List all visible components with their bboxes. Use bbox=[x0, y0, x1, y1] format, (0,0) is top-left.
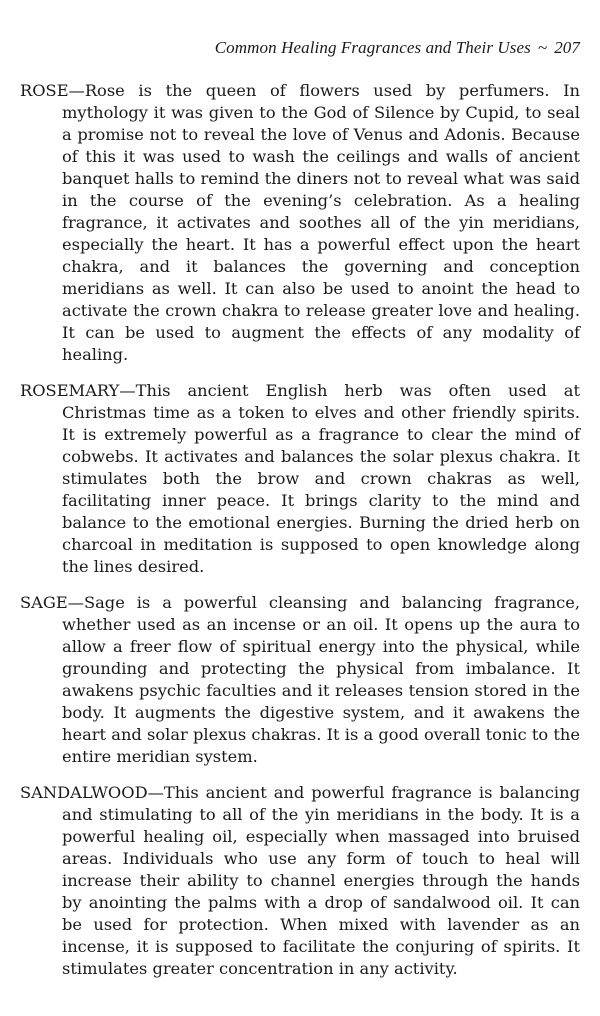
entry-head: SANDALWOOD bbox=[20, 783, 148, 802]
running-head-separator: ~ bbox=[537, 38, 548, 57]
entry-text: —This ancient and powerful fragrance is balancing and stimulating to all of the yin meridians in the body. It is a powerful healing oil, especially when massaged into bruised areas. Individuals who use any form of touch to heal will increase their ability to channel energies through the hands by anointing the palms with a drop of sandalwood oil. It can be used for protection. When mixed with lavender as an incense, it is supposed to facilitate the conjuring of spirits. It stimulates greater concentration in any activity. bbox=[62, 783, 580, 978]
running-head-title: Common Healing Fragrances and Their Uses bbox=[214, 38, 531, 57]
entry-head: ROSE bbox=[20, 81, 69, 100]
page-number: 207 bbox=[554, 38, 580, 57]
entry-text: —Rose is the queen of flowers used by perfumers. In mythology it was given to the God of Silence by Cupid, to seal a promise not to reveal the love of Venus and Adonis. Because of this it was used to wash the ceilings and walls of ancient banquet halls to remind the diners not to reveal what was said in the course of the evening’s celebration. As a healing fragrance, it activates and soothes all of the yin meridians, especially the heart. It has a powerful effect upon the heart chakra, and it balances the governing and conception meridians as well. It can also be used to anoint the head to activate the crown chakra to release greater love and healing. It can be used to augment the effects of any modality of healing. bbox=[62, 81, 580, 364]
running-head bbox=[215, 38, 580, 58]
entry-list bbox=[20, 80, 580, 994]
entry-rosemary bbox=[20, 380, 580, 578]
entry-text: —Sage is a powerful cleansing and balancing fragrance, whether used as an incense or an oil. It opens up the aura to allow a freer flow of spiritual energy into the physical, while grounding and protecting the physical from imbalance. It awakens psychic faculties and it releases tension stored in the body. It augments the digestive system, and it awakens the heart and solar plexus chakras. It is a good overall tonic to the entire meridian system. bbox=[62, 593, 580, 766]
entry-rose bbox=[20, 80, 580, 366]
entry-sage bbox=[20, 592, 580, 768]
entry-head: ROSEMARY bbox=[20, 381, 120, 400]
entry-sandalwood bbox=[20, 782, 580, 980]
entry-text: —This ancient English herb was often used at Christmas time as a token to elves and other friendly spirits. It is extremely powerful as a fragrance to clear the mind of cobwebs. It activates and balances the solar plexus chakra. It stimulates both the brow and crown chakras as well, facilitating inner peace. It brings clarity to the mind and balance to the emotional energies. Burning the dried herb on charcoal in meditation is supposed to open knowledge along the lines desired. bbox=[62, 381, 580, 576]
entry-head: SAGE bbox=[20, 593, 68, 612]
